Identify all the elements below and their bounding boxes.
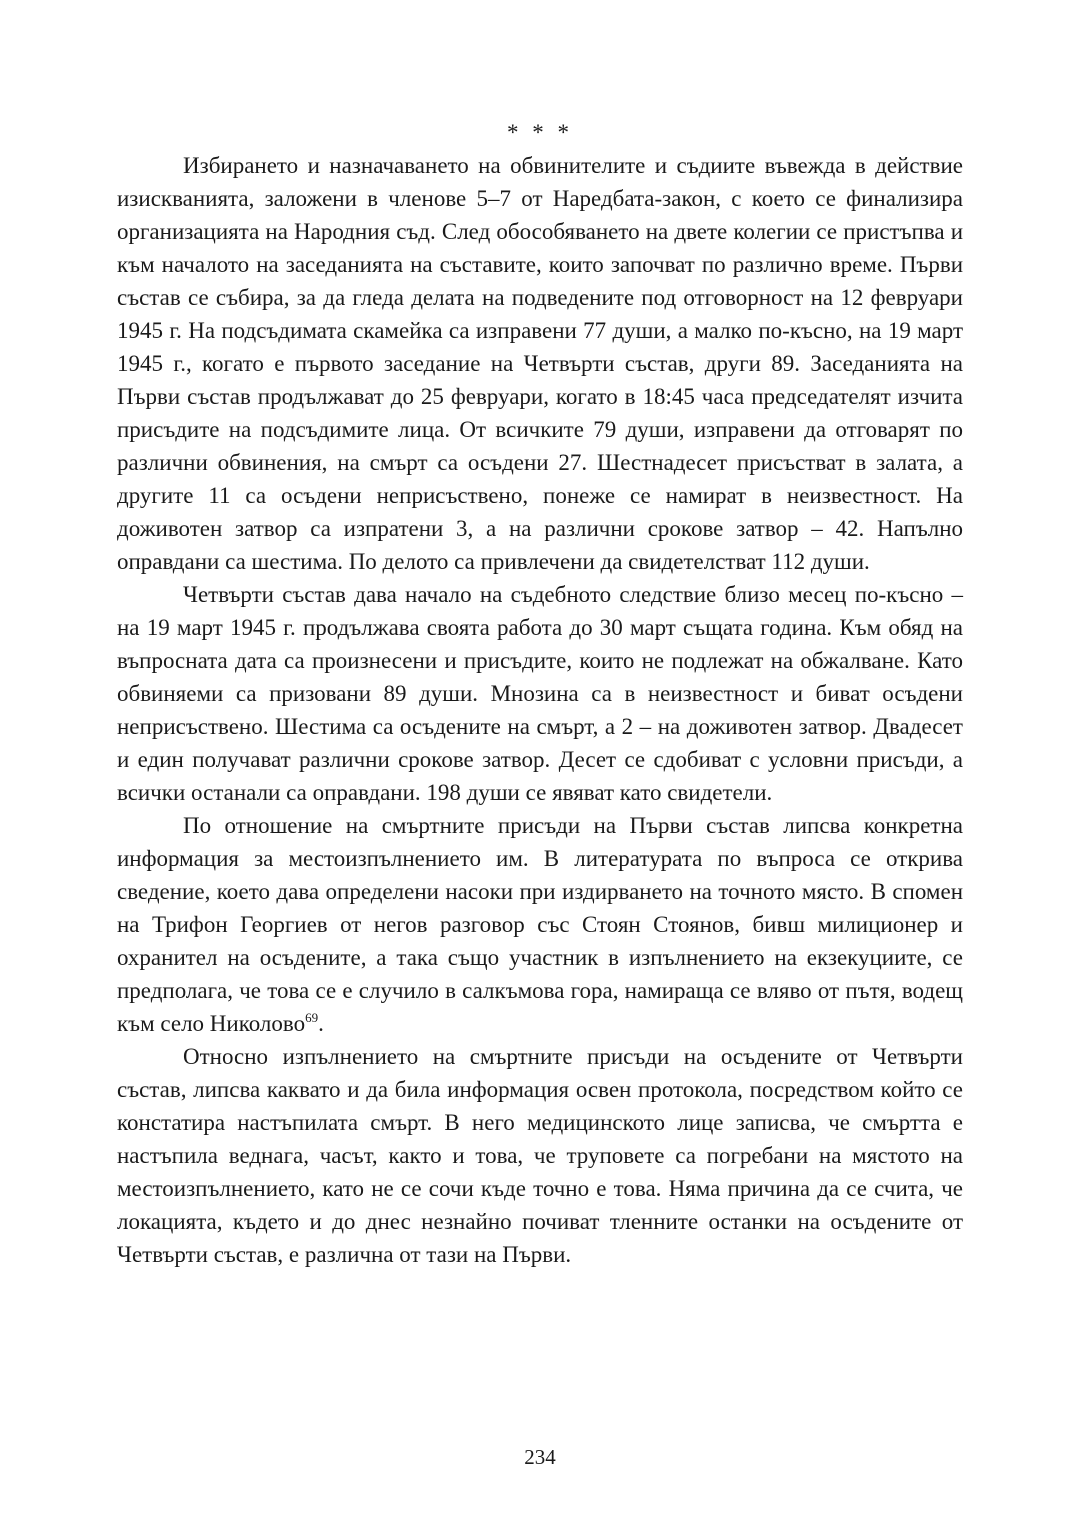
section-divider: * * * bbox=[507, 120, 573, 145]
paragraph-end: . bbox=[318, 1011, 324, 1036]
body-text bbox=[117, 149, 963, 1271]
paragraph: Избирането и назначаването на обвинителите и съдиите въвежда в действие изискванията, заложени в членове 5–7 от Наредбата-закон, с което се финализира организацията на Народния съд. След обособяването на двете колегии се пристъпва и към началото на заседанията на съставите, които започват по различно време. Първи състав се събира, за да гледа делата на подведените под отговорност на 12 февруари 1945 г. На подсъдимата скамейка са изправени 77 души, а малко по-късно, на 19 март 1945 г., когато е първото заседание на Четвърти състав, други 89. Заседанията на Първи състав продължават до 25 февруари, когато в 18:45 часа председателят изчита присъдите на подсъдимите лица. От всичките 79 души, изправени да отговарят по различни обвинения, на смърт са осъдени 27. Шестнадесет присъстват в залата, а другите 11 са осъдени неприсъствено, понеже се намират в неизвестност. На доживотен затвор са изпратени 3, а на различни срокове затвор – 42. Напълно оправдани са шестима. По делото са привлечени да свидетелстват 112 души. bbox=[117, 153, 963, 574]
footnote-reference: 69 bbox=[305, 1010, 319, 1025]
paragraph: Относно изпълнението на смъртните присъди на осъдените от Четвърти състав, липсва каквато и да била информация освен протокола, посредством който се констатира настъпилата смърт. В него медицинското лице записва, че смъртта е настъпила веднага, часът, както и това, че труповете са погребани на мястото на местоизпълнението, като не се сочи къде точно е това. Няма причина да се счита, че локацията, където и до днес незнайно почиват тленните останки на осъдените от Четвърти състав, е различна от тази на Първи. bbox=[117, 1044, 963, 1267]
paragraph: Четвърти състав дава начало на съдебното следствие близо месец по-късно – на 19 март 1945 г. продължава своята работа до 30 март същата година. Към обяд на въпросната дата са произнесени и присъдите, които не подлежат на обжалване. Като обвиняеми са призовани 89 души. Мнозина са в неизвестност и биват осъдени неприсъствено. Шестима са осъдените на смърт, а 2 – на доживотен затвор. Двадесет и един получават различни срокове затвор. Десет се сдобиват с условни присъди, а всички останали са оправдани. 198 души се явяват като свидетели. bbox=[117, 582, 963, 805]
paragraph bbox=[117, 809, 963, 1040]
page-number: 234 bbox=[524, 1445, 556, 1469]
paragraph-text: По отношение на смъртните присъди на Първи състав липсва конкретна информация за местоизпълнението им. В литературата по въпроса се открива сведение, което дава определени насоки при издирването на точното място. В спомен на Трифон Георгиев от негов разговор със Стоян Стоянов, бивш милиционер и охранител на осъдените, а така също участник в изпълнението на екзекуциите, се предполага, че това се е случило в салкъмова гора, намираща се вляво от пътя, водещ към село Николово bbox=[117, 813, 963, 1036]
